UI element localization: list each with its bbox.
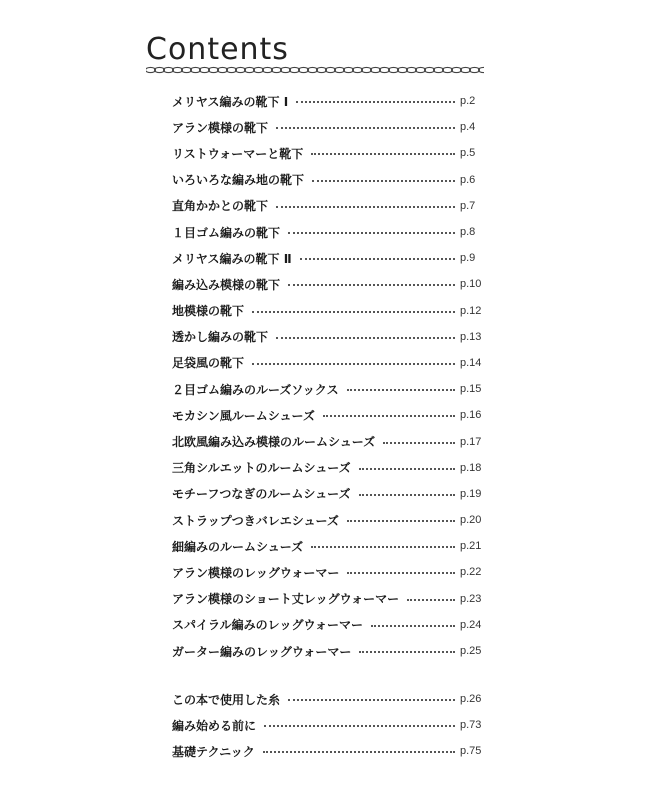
toc-entry-page: p.14 bbox=[460, 356, 482, 369]
dotted-leader bbox=[252, 363, 455, 365]
dotted-leader bbox=[347, 572, 455, 574]
toc-entry-page: p.4 bbox=[460, 121, 476, 134]
toc-entry-page: p.13 bbox=[460, 330, 482, 343]
dotted-leader bbox=[359, 651, 455, 653]
toc-entry bbox=[172, 114, 490, 140]
toc-entry bbox=[172, 376, 490, 402]
dotted-leader bbox=[296, 101, 455, 103]
toc-entry-title: アラン模様のレッグウォーマー bbox=[172, 565, 340, 580]
dotted-leader bbox=[288, 232, 455, 234]
toc-entry bbox=[172, 193, 490, 219]
toc-entry-title: メリヤス編みの靴下 Ⅰ bbox=[172, 94, 289, 109]
toc-entry bbox=[172, 507, 490, 533]
toc-entry-page: p.75 bbox=[460, 745, 482, 758]
toc-entry-title: アラン模様のショート丈レッグウォーマー bbox=[172, 592, 400, 607]
dotted-leader bbox=[288, 699, 455, 701]
dotted-leader bbox=[371, 625, 455, 627]
toc-entry-title: 直角かかとの靴下 bbox=[172, 199, 269, 214]
dotted-leader bbox=[276, 337, 455, 339]
page-title: Contents bbox=[146, 32, 289, 67]
toc-entry-page: p.17 bbox=[460, 435, 482, 448]
toc-entry-page: p.22 bbox=[460, 566, 482, 579]
toc-entry bbox=[172, 428, 490, 454]
toc-entry bbox=[172, 586, 490, 612]
toc-entry-title: この本で使用した糸 bbox=[172, 692, 281, 707]
decorative-chain-rule bbox=[146, 64, 484, 76]
toc-entry bbox=[172, 738, 490, 764]
toc-entry-page: p.6 bbox=[460, 173, 476, 186]
toc-entry-title: 透かし編みの靴下 bbox=[172, 330, 269, 345]
toc-entry-title: 編み始める前に bbox=[172, 718, 257, 733]
dotted-leader bbox=[359, 494, 455, 496]
toc-entry-title: ガーター編みのレッグウォーマー bbox=[172, 644, 352, 659]
dotted-leader bbox=[300, 258, 455, 260]
toc-entry-page: p.18 bbox=[460, 461, 482, 474]
dotted-leader bbox=[311, 153, 455, 155]
dotted-leader bbox=[323, 415, 455, 417]
toc-entry-title: 足袋風の靴下 bbox=[172, 356, 245, 371]
toc-entry-title: 地模様の靴下 bbox=[172, 304, 245, 319]
dotted-leader bbox=[264, 725, 455, 727]
toc-entry bbox=[172, 88, 490, 114]
dotted-leader bbox=[359, 468, 455, 470]
toc-entry bbox=[172, 686, 490, 712]
toc-entry bbox=[172, 533, 490, 559]
toc-entry bbox=[172, 219, 490, 245]
toc-entry-title: リストウォーマーと靴下 bbox=[172, 146, 304, 161]
toc-entry-title: 細編みのルームシューズ bbox=[172, 539, 304, 554]
toc-entry-page: p.2 bbox=[460, 95, 476, 108]
toc-entry-page: p.7 bbox=[460, 199, 476, 212]
toc-entry-title: アラン模様の靴下 bbox=[172, 120, 269, 135]
toc-entry-title: 編み込み模様の靴下 bbox=[172, 277, 281, 292]
toc-entry-page: p.16 bbox=[460, 409, 482, 422]
toc-secondary-list bbox=[172, 686, 490, 765]
dotted-leader bbox=[383, 442, 455, 444]
toc-entry-title: 三角シルエットのルームシューズ bbox=[172, 461, 351, 476]
toc-entry-title: １目ゴム編みの靴下 bbox=[172, 225, 281, 240]
dotted-leader bbox=[288, 284, 455, 286]
dotted-leader bbox=[252, 311, 455, 313]
toc-entry-page: p.5 bbox=[460, 147, 476, 160]
toc-entry-page: p.23 bbox=[460, 592, 482, 605]
toc-entry-title: メリヤス編みの靴下 Ⅱ bbox=[172, 251, 292, 266]
toc-entry bbox=[172, 612, 490, 638]
toc-entry-title: 基礎テクニック bbox=[172, 744, 255, 759]
toc-entry bbox=[172, 712, 490, 738]
toc-entry bbox=[172, 455, 490, 481]
toc-entry bbox=[172, 167, 490, 193]
toc-entry-page: p.21 bbox=[460, 540, 482, 553]
dotted-leader bbox=[311, 546, 455, 548]
toc-entry-title: モチーフつなぎのルームシューズ bbox=[172, 487, 351, 502]
toc-entry bbox=[172, 245, 490, 271]
toc-entry-page: p.10 bbox=[460, 278, 482, 291]
toc-entry-page: p.25 bbox=[460, 645, 482, 658]
toc-entry-page: p.26 bbox=[460, 693, 482, 706]
toc-entry bbox=[172, 402, 490, 428]
toc-entry bbox=[172, 638, 490, 664]
toc-entry-title: モカシン風ルームシューズ bbox=[172, 408, 315, 423]
toc-entry-page: p.19 bbox=[460, 487, 482, 500]
toc-main-list bbox=[172, 88, 490, 664]
toc-entry-title: スパイラル編みのレッグウォーマー bbox=[172, 618, 364, 633]
dotted-leader bbox=[407, 599, 455, 601]
dotted-leader bbox=[263, 751, 455, 753]
toc-entry-page: p.24 bbox=[460, 618, 482, 631]
dotted-leader bbox=[347, 389, 455, 391]
toc-entry-title: ２目ゴム編みのルーズソックス bbox=[172, 382, 339, 397]
toc-entry bbox=[172, 298, 490, 324]
dotted-leader bbox=[276, 127, 455, 129]
toc-entry-page: p.8 bbox=[460, 226, 476, 239]
toc-entry-title: いろいろな編み地の靴下 bbox=[172, 173, 305, 188]
dotted-leader bbox=[347, 520, 455, 522]
toc-entry-page: p.9 bbox=[460, 252, 476, 265]
toc-entry-title: 北欧風編み込み模様のルームシューズ bbox=[172, 435, 376, 450]
toc-entry bbox=[172, 350, 490, 376]
dotted-leader bbox=[276, 206, 455, 208]
toc-entry bbox=[172, 140, 490, 166]
toc-entry bbox=[172, 324, 490, 350]
toc-entry-page: p.15 bbox=[460, 383, 482, 396]
toc-entry-page: p.73 bbox=[460, 719, 482, 732]
toc-entry-page: p.20 bbox=[460, 514, 482, 527]
dotted-leader bbox=[312, 180, 455, 182]
toc-entry bbox=[172, 481, 490, 507]
toc-entry-title: ストラップつきバレエシューズ bbox=[172, 513, 339, 528]
toc-entry bbox=[172, 559, 490, 585]
toc-entry-page: p.12 bbox=[460, 304, 482, 317]
toc-entry bbox=[172, 271, 490, 297]
